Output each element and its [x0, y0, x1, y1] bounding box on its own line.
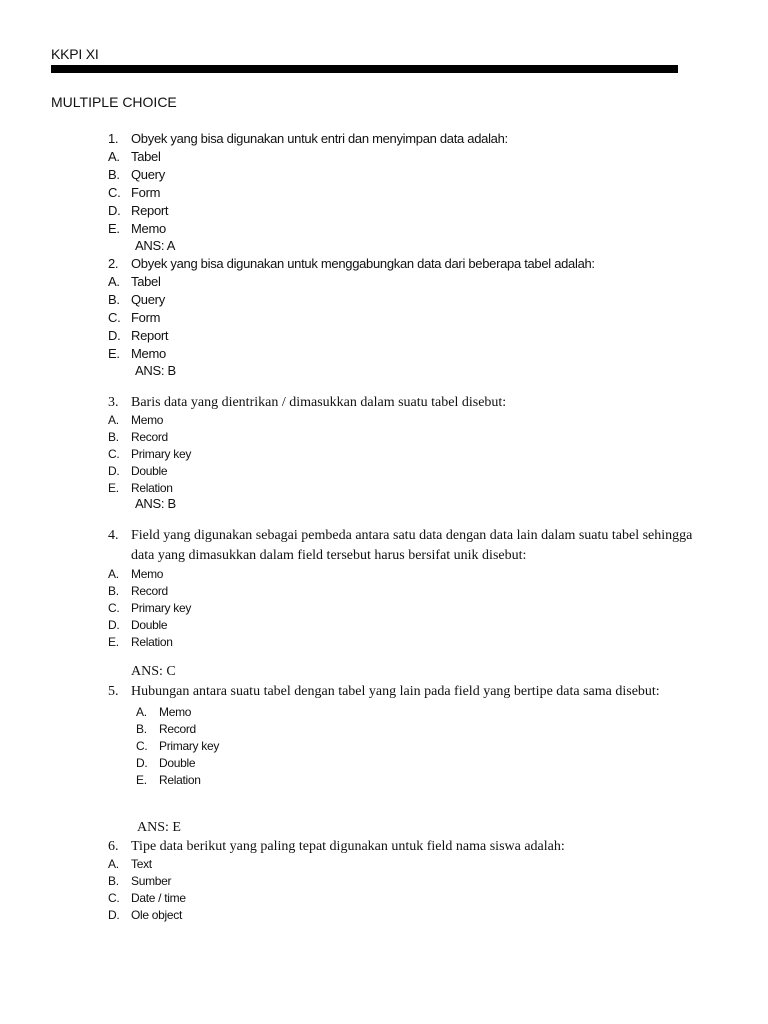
option-letter: C.: [136, 739, 148, 753]
question-3: [108, 393, 698, 497]
option-letter: E.: [108, 481, 119, 495]
option-letter: D.: [108, 328, 121, 343]
option-e[interactable]: [136, 772, 698, 789]
option-b[interactable]: [108, 166, 698, 184]
document-header-title: KKPI XI: [51, 46, 99, 62]
option-text: Report: [131, 328, 169, 343]
question-number: 1.: [108, 131, 119, 146]
option-letter: C.: [108, 891, 120, 905]
answer-3: ANS: B: [135, 496, 176, 511]
option-a[interactable]: [136, 704, 698, 721]
option-text: Form: [131, 185, 161, 200]
question-number: 5.: [108, 684, 119, 699]
option-text: Relation: [131, 481, 173, 495]
option-text: Date / time: [131, 891, 186, 905]
option-a[interactable]: [108, 148, 698, 166]
option-b[interactable]: [136, 721, 698, 738]
answer-4: ANS: C: [131, 664, 176, 679]
option-b[interactable]: [108, 873, 698, 890]
option-c[interactable]: [108, 184, 698, 202]
option-letter: A.: [108, 857, 119, 871]
option-text: Sumber: [131, 874, 172, 888]
option-e[interactable]: [108, 634, 698, 651]
option-d[interactable]: [108, 907, 698, 924]
question-text: Field yang digunakan sebagai pembeda antara satu data dengan data lain dalam suatu tabel sehingga data yang dimasukkan dalam field tersebut harus bersifat unik disebut:: [131, 528, 693, 563]
question-2: [108, 255, 698, 363]
option-letter: A.: [136, 705, 147, 719]
option-letter: C.: [108, 447, 120, 461]
option-text: Ole object: [131, 908, 183, 922]
option-letter: D.: [108, 464, 120, 478]
option-text: Primary key: [131, 447, 192, 461]
option-text: Tabel: [131, 274, 161, 289]
option-letter: D.: [108, 908, 120, 922]
question-6: [108, 837, 698, 924]
answer-2: ANS: B: [135, 363, 176, 378]
question-text: Tipe data berikut yang paling tepat digunakan untuk field nama siswa adalah:: [131, 839, 565, 854]
question-number: 2.: [108, 256, 119, 271]
option-text: Primary key: [159, 739, 220, 753]
option-list: [108, 566, 698, 651]
option-a[interactable]: [108, 273, 698, 291]
option-letter: E.: [108, 346, 120, 361]
option-d[interactable]: [136, 755, 698, 772]
option-text: Double: [131, 618, 168, 632]
question-text: Baris data yang dientrikan / dimasukkan dalam suatu tabel disebut:: [131, 395, 507, 410]
option-text: Record: [131, 430, 168, 444]
option-e[interactable]: [108, 345, 698, 363]
option-b[interactable]: [108, 429, 698, 446]
option-text: Double: [159, 756, 196, 770]
option-c[interactable]: [108, 446, 698, 463]
question-4: [108, 526, 698, 651]
option-b[interactable]: [108, 291, 698, 309]
section-title: MULTIPLE CHOICE: [51, 94, 177, 110]
question-number: 3.: [108, 395, 119, 410]
option-text: Memo: [131, 413, 164, 427]
option-list: [108, 856, 698, 924]
option-e[interactable]: [108, 480, 698, 497]
option-text: Form: [131, 310, 161, 325]
question-text: Obyek yang bisa digunakan untuk menggabungkan data dari beberapa tabel adalah:: [131, 256, 595, 271]
option-d[interactable]: [108, 202, 698, 220]
option-text: Text: [131, 857, 152, 871]
option-text: Primary key: [131, 601, 192, 615]
answer-1: ANS: A: [135, 238, 176, 253]
option-letter: B.: [108, 874, 119, 888]
option-c[interactable]: [108, 890, 698, 907]
option-d[interactable]: [108, 617, 698, 634]
option-text: Report: [131, 203, 169, 218]
option-text: Tabel: [131, 149, 161, 164]
option-d[interactable]: [108, 327, 698, 345]
option-letter: C.: [108, 185, 121, 200]
option-letter: B.: [108, 167, 120, 182]
option-letter: B.: [136, 722, 147, 736]
question-number: 6.: [108, 839, 119, 854]
option-letter: A.: [108, 274, 120, 289]
option-letter: D.: [108, 618, 120, 632]
option-text: Record: [159, 722, 196, 736]
question-1: [108, 130, 698, 238]
option-e[interactable]: [108, 220, 698, 238]
option-list: [108, 412, 698, 497]
option-text: Relation: [131, 635, 173, 649]
option-letter: A.: [108, 149, 120, 164]
option-letter: C.: [108, 601, 120, 615]
option-text: Relation: [159, 773, 201, 787]
option-text: Memo: [131, 567, 164, 581]
option-c[interactable]: [136, 738, 698, 755]
option-letter: E.: [108, 635, 119, 649]
answer-5: ANS: E: [137, 820, 181, 835]
option-text: Record: [131, 584, 168, 598]
question-text: Obyek yang bisa digunakan untuk entri dan menyimpan data adalah:: [131, 131, 508, 146]
option-letter: B.: [108, 292, 120, 307]
option-letter: B.: [108, 584, 119, 598]
option-text: Query: [131, 292, 165, 307]
option-letter: A.: [108, 413, 119, 427]
option-text: Memo: [131, 221, 166, 236]
option-letter: A.: [108, 567, 119, 581]
option-a[interactable]: [108, 856, 698, 873]
option-d[interactable]: [108, 463, 698, 480]
header-rule: [51, 65, 678, 73]
option-text: Memo: [131, 346, 166, 361]
option-c[interactable]: [108, 309, 698, 327]
option-c[interactable]: [108, 600, 698, 617]
option-list: [108, 148, 698, 238]
option-text: Query: [131, 167, 165, 182]
option-letter: C.: [108, 310, 121, 325]
question-5: [108, 682, 698, 789]
question-number: 4.: [108, 528, 119, 543]
option-a[interactable]: [108, 566, 698, 583]
option-b[interactable]: [108, 583, 698, 600]
option-letter: E.: [108, 221, 120, 236]
option-text: Memo: [159, 705, 192, 719]
option-letter: E.: [136, 773, 147, 787]
question-text: Hubungan antara suatu tabel dengan tabel yang lain pada field yang bertipe data sama disebut:: [131, 684, 660, 699]
option-text: Double: [131, 464, 168, 478]
option-letter: B.: [108, 430, 119, 444]
option-letter: D.: [136, 756, 148, 770]
option-list: [108, 273, 698, 363]
option-a[interactable]: [108, 412, 698, 429]
option-list: [136, 704, 698, 789]
option-letter: D.: [108, 203, 121, 218]
